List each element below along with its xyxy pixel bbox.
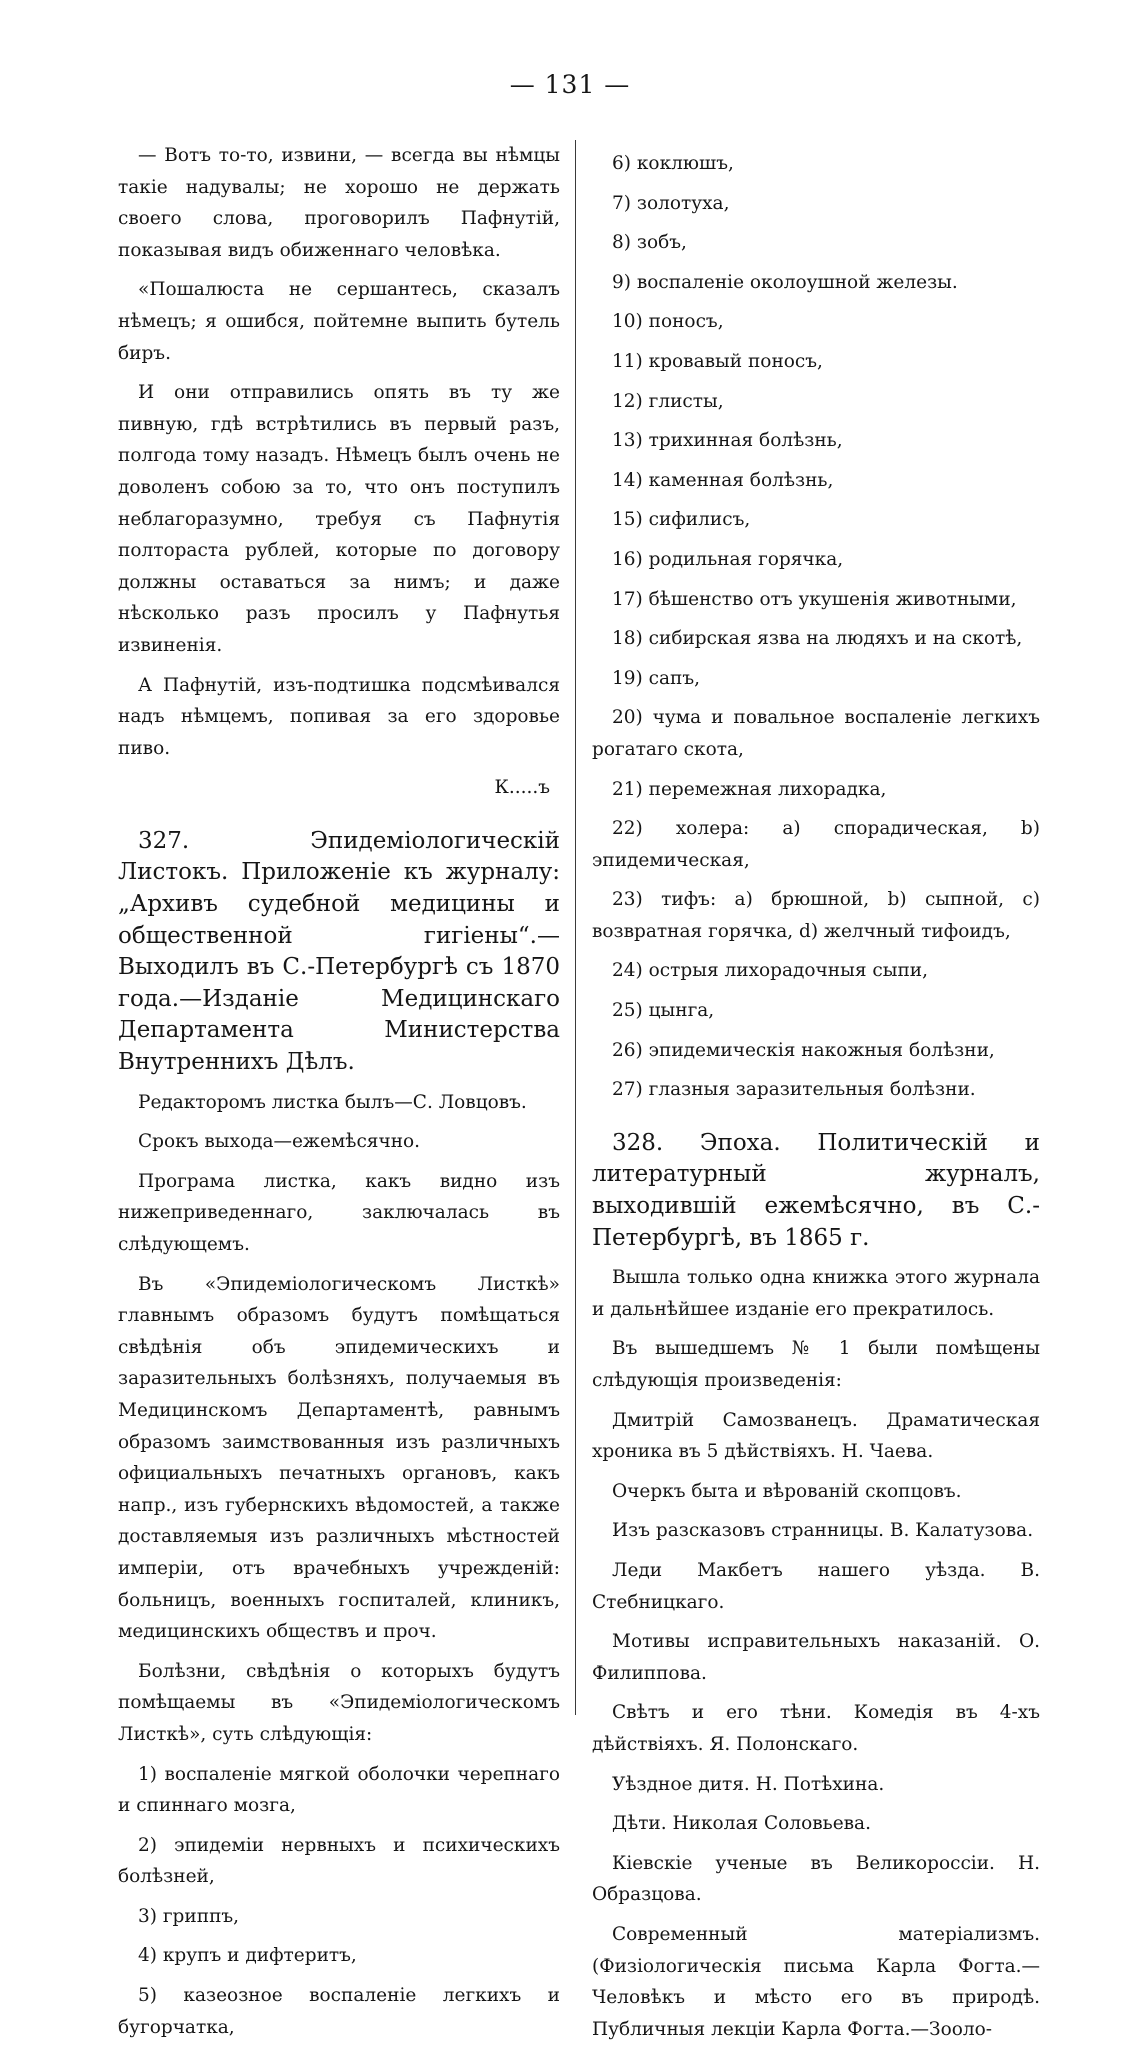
- list-item: 23) тифъ: a) брюшной, b) сыпной, c) возвратная горячка, d) желчный тифоидъ,: [592, 889, 1040, 942]
- list-item: 17) бѣшенство отъ укушенія животными,: [612, 588, 1017, 610]
- list-item: 15) сифилисъ,: [612, 509, 751, 531]
- list-item: 14) каменная болѣзнь,: [612, 469, 834, 491]
- contents-entry: Уѣздное дитя. Н. Потѣхина.: [612, 1773, 885, 1795]
- contents-entry: Дмитрій Самозванецъ. Драматическая хроника въ 5 дѣйствіяхъ. Н. Чаева.: [592, 1409, 1040, 1463]
- list-item: 8) зобъ,: [612, 232, 687, 254]
- list-item: 26) эпидемическія накожныя болѣзни,: [612, 1039, 995, 1061]
- list-item: 13) трихинная болѣзнь,: [612, 430, 843, 452]
- left-column: [118, 140, 560, 2043]
- paragraph: Програма листка, какъ видно изъ нижеприведеннаго, заключалась въ слѣдующемъ.: [118, 1170, 560, 1255]
- list-item: 11) кровавый поносъ,: [612, 350, 823, 372]
- contents-entry: Мотивы исправительныхъ наказаній. О. Филиппова.: [592, 1631, 1040, 1684]
- contents-entry: Очеркъ быта и вѣрованій скопцовъ.: [612, 1480, 962, 1502]
- entry-heading-328: 328. Эпоха. Политическій и литературный журналъ, выходившій ежемѣсячно, въ С.-Петербургѣ, въ 1865 г.: [592, 1129, 1040, 1251]
- list-item: 16) родильная горячка,: [612, 548, 844, 570]
- list-item: 3) гриппъ,: [138, 1905, 240, 1927]
- list-item: 20) чума и повальное воспаленіе легкихъ рогатаго скота,: [592, 707, 1040, 760]
- list-item: 5) казеозное воспаленіе легкихъ и бугорчатка,: [118, 1985, 560, 2038]
- list-item: 9) воспаленіе околоушной железы.: [612, 271, 958, 293]
- column-divider: [575, 140, 576, 1715]
- list-item: 7) золотуха,: [612, 192, 730, 214]
- list-item: 10) поносъ,: [612, 311, 724, 333]
- paragraph: Болѣзни, свѣдѣнія о которыхъ будутъ помѣщаемы въ «Эпидеміологическомъ Листкѣ», суть слѣдующія:: [118, 1660, 560, 1745]
- paragraph: Редакторомъ листка былъ—С. Ловцовъ.: [138, 1091, 527, 1113]
- contents-entry: Свѣтъ и его тѣни. Комедія въ 4-хъ дѣйствіяхъ. Я. Полонскаго.: [592, 1702, 1040, 1755]
- list-item: 6) коклюшъ,: [612, 153, 734, 174]
- list-item: 27) глазныя заразительныя болѣзни.: [612, 1079, 976, 1101]
- contents-entry: Кіевскіе ученые въ Великороссіи. Н. Образцова.: [592, 1852, 1040, 1906]
- list-item: 4) крупъ и дифтеритъ,: [138, 1945, 357, 1967]
- paragraph: И они отправились опять въ ту же пивную, гдѣ встрѣтились въ первый разъ, полгода тому назадъ. Нѣмецъ былъ очень не доволенъ собою за то, что онъ поступилъ неблагоразумно, требуя съ Пафнутія полтораста рублей, которые по договору должны оставаться за нимъ; и даже нѣсколько разъ просилъ у Пафнутья извиненія.: [118, 382, 560, 656]
- list-item: 1) воспаленіе мягкой оболочки черепнаго и спиннаго мозга,: [118, 1763, 560, 1817]
- contents-entry: Изъ разсказовъ странницы. В. Калатузова.: [612, 1520, 1034, 1542]
- contents-entry: Дѣти. Николая Соловьева.: [612, 1813, 871, 1835]
- paragraph: Вышла только одна книжка этого журнала и дальнѣйшее изданіе его прекратилось.: [592, 1267, 1040, 1320]
- list-item: 18) сибирская язва на людяхъ и на скотѣ,: [612, 628, 1023, 650]
- entry-heading-327: 327. Эпидеміологическій Листокъ. Приложеніе къ журналу: „Архивъ судебной медицины и общественной гигіены“.— Выходилъ въ С.-Петербургѣ съ 1870 года.—Изданіе Медицинскаго Департамента Министерства Внутреннихъ Дѣлъ.: [118, 827, 560, 1076]
- signature: К.....ъ: [494, 777, 550, 799]
- contents-entry: Леди Макбетъ нашего уѣзда. В. Стебницкаго.: [592, 1559, 1040, 1613]
- paragraph: Срокъ выхода—ежемѣсячно.: [138, 1131, 421, 1153]
- paragraph: Въ «Эпидеміологическомъ Листкѣ» главнымъ образомъ будутъ помѣщаться свѣдѣнія объ эпидемическихъ и заразительныхъ болѣзняхъ, получаемыя въ Медицинскомъ Департаментѣ, равнымъ образомъ заимствованныя изъ различныхъ официальныхъ печатныхъ органовъ, какъ напр., изъ губернскихъ вѣдомостей, а также доставляемыя изъ различныхъ мѣстностей имперіи, отъ врачебныхъ учрежденій: больницъ, военныхъ госпиталей, клиникъ, медицинскихъ обществъ и проч.: [118, 1273, 560, 1643]
- paragraph: Въ вышедшемъ № 1 были помѣщены слѣдующія произведенія:: [592, 1338, 1040, 1391]
- list-item: 21) перемежная лихорадка,: [612, 778, 887, 800]
- list-item: 24) острыя лихорадочныя сыпи,: [612, 960, 929, 982]
- list-item: 2) эпидеміи нервныхъ и психическихъ болѣзней,: [118, 1834, 560, 1888]
- list-item: 25) цынга,: [612, 1000, 715, 1022]
- list-item: 19) сапъ,: [612, 667, 701, 689]
- paragraph: — Вотъ то-то, извини, — всегда вы нѣмцы такіе надувалы; не хорошо не держать своего слова, проговорилъ Пафнутій, показывая видъ обиженнаго человѣка.: [118, 145, 560, 261]
- paragraph: А Пафнутій, изъ-подтишка подсмѣивался надъ нѣмцемъ, попивая за его здоровье пиво.: [118, 674, 560, 759]
- contents-entry: Современный матеріализмъ. (Физіологическія письма Карла Фогта.—Человѣкъ и мѣсто его въ природѣ. Публичныя лекціи Карла Фогта.—Зооло-: [592, 1923, 1040, 2040]
- paragraph: «Пошалюста не сершантесь, сказалъ нѣмецъ; я ошибся, пойтемне выпить бутель биръ.: [118, 279, 560, 364]
- list-item: 12) глисты,: [612, 390, 724, 412]
- page-number: — 131 —: [509, 70, 631, 99]
- list-item: 22) холера: a) спорадическая, b) эпидемическая,: [592, 818, 1040, 871]
- right-column: [592, 140, 1040, 2045]
